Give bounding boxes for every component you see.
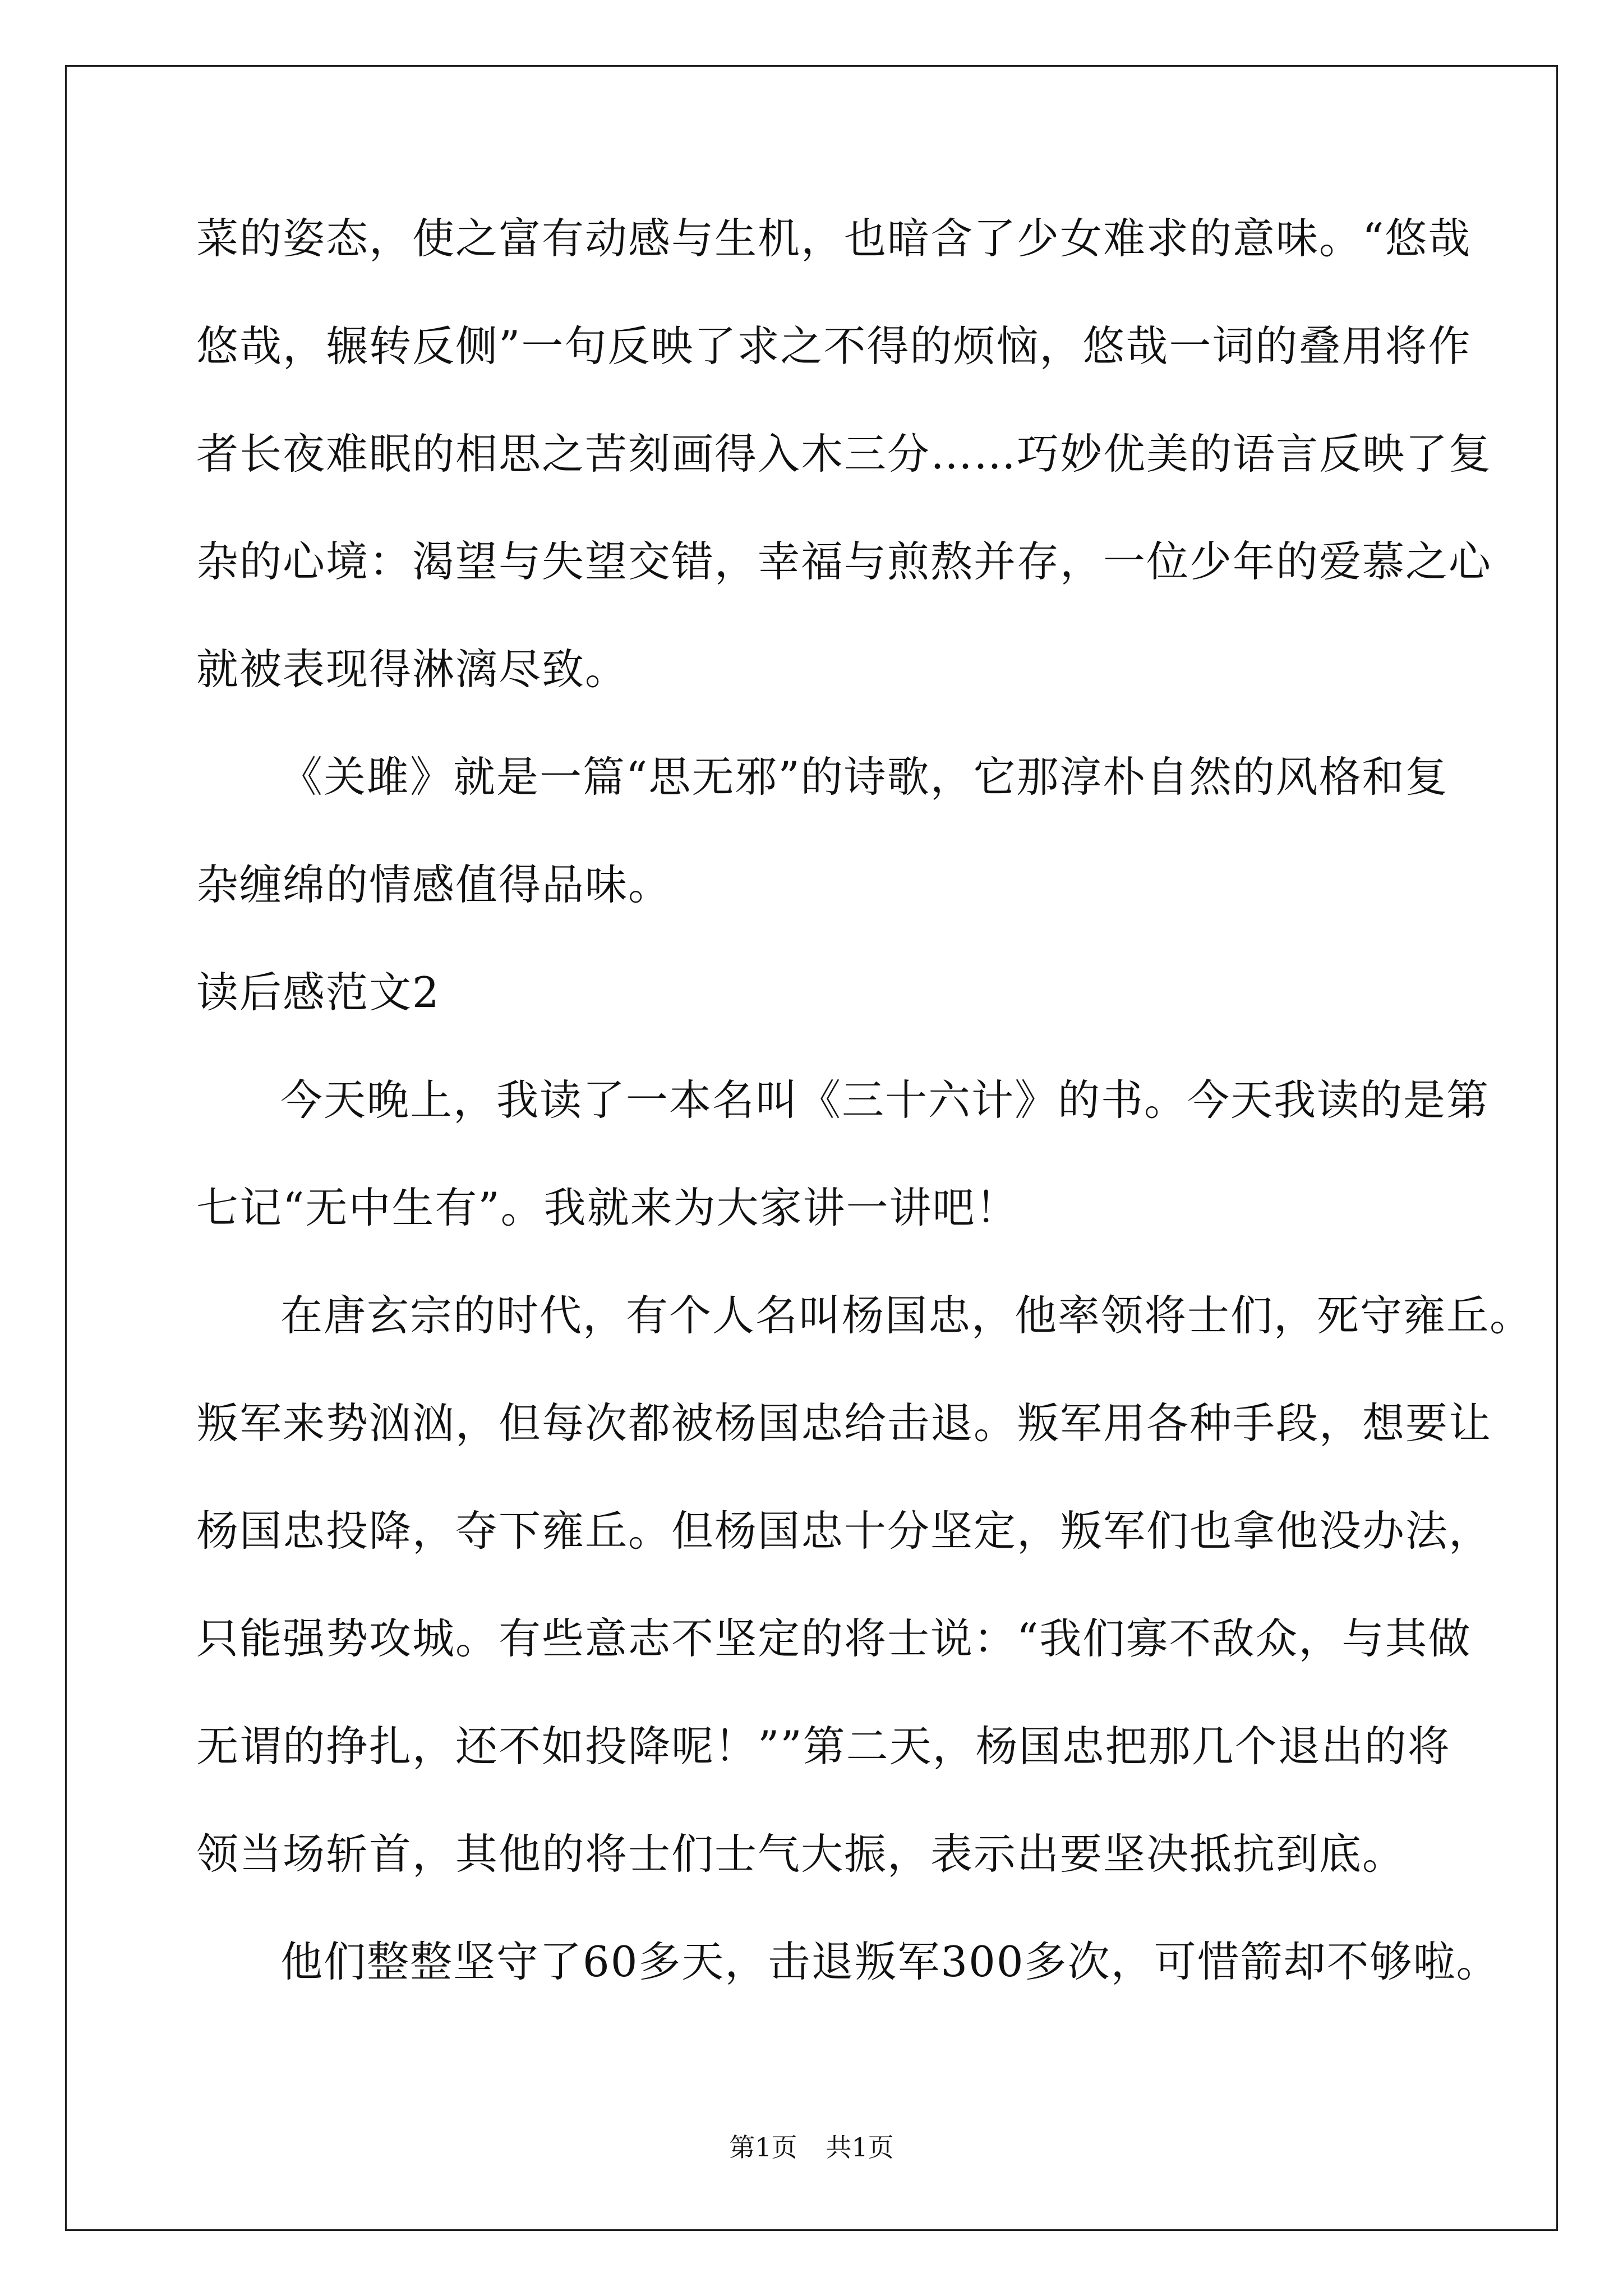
section-heading: 读后感范文2 [196,968,440,1017]
text-line: 七记“无中生有”。我就来为大家讲一讲吧！ [196,1183,1019,1232]
text-line: 领当场斩首，其他的将士们士气大振，表示出要坚决抵抗到底。 [196,1829,1406,1879]
text-line: 无谓的挣扎，还不如投降呢！””第二天，杨国忠把那几个退出的将 [196,1722,1451,1771]
text-line: 杂的心境：渴望与失望交错，幸福与煎熬并存，一位少年的爱慕之心 [196,537,1492,586]
page-number-total: 共1页 [826,2132,894,2162]
text-line: 菜的姿态，使之富有动感与生机，也暗含了少女难求的意味。“悠哉 [196,214,1472,263]
paragraph-start-line: 《关雎》就是一篇“思无邪”的诗歌，它那淳朴自然的风格和复 [280,752,1449,802]
paragraph-start-line: 在唐玄宗的时代，有个人名叫杨国忠，他率领将士们，死守雍丘。 [280,1291,1533,1340]
page-border [65,65,1558,2231]
paragraph-start-line: 今天晚上，我读了一本名叫《三十六计》的书。今天我读的是第 [280,1075,1490,1125]
page-footer [0,2131,1623,2164]
text-line: 叛军来势汹汹，但每次都被杨国忠给击退。叛军用各种手段，想要让 [196,1398,1492,1448]
text-line: 杨国忠投降，夺下雍丘。但杨国忠十分坚定，叛军们也拿他没办法， [196,1506,1492,1556]
text-line: 悠哉，辗转反侧”一句反映了求之不得的烦恼，悠哉一词的叠用将作 [196,321,1472,371]
text-line: 杂缠绵的情感值得品味。 [196,860,672,909]
text-line: 就被表现得淋漓尽致。 [196,645,629,694]
page-number-current: 第1页 [729,2132,797,2162]
text-line: 只能强势攻城。有些意志不坚定的将士说：“我们寡不敌众，与其做 [196,1614,1472,1663]
paragraph-start-line: 他们整整坚守了60多天，击退叛军300多次，可惜箭却不够啦。 [280,1937,1500,1986]
text-line: 者长夜难眠的相思之苦刻画得入木三分……巧妙优美的语言反映了复 [196,429,1492,478]
